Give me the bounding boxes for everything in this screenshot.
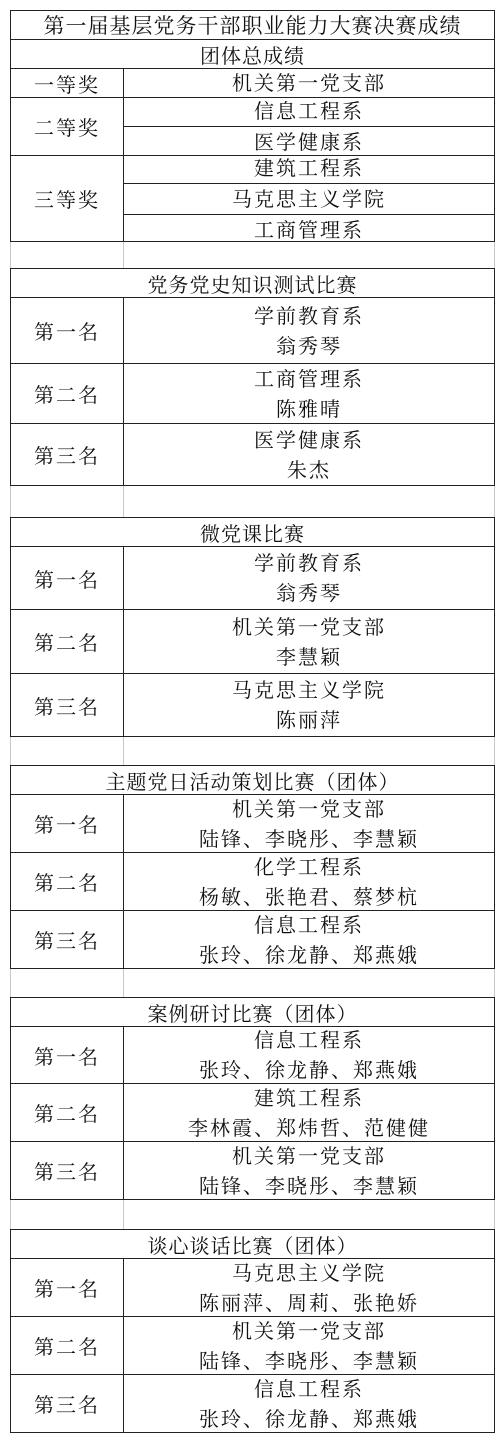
quiz-row	[10, 298, 495, 364]
talk-row	[10, 1375, 495, 1433]
rank-label: 第三名	[11, 1142, 124, 1199]
person-names: 杨敏、张艳君、蔡梦杭	[199, 884, 419, 909]
unit-name: 医学健康系	[254, 427, 364, 452]
quiz-row	[10, 364, 495, 424]
winner-cell	[124, 795, 494, 852]
section-gap	[10, 486, 495, 517]
case-header: 案例研讨比赛（团体）	[10, 997, 495, 1027]
unit-name: 机关第一党支部	[232, 1143, 386, 1168]
winner-cell	[124, 424, 494, 485]
rank-label: 第一名	[11, 795, 124, 852]
person-names: 翁秀琴	[276, 333, 342, 358]
section-gap	[10, 1200, 495, 1229]
micro-row	[10, 610, 495, 674]
rank-label: 第三名	[11, 674, 124, 736]
unit-name: 工商管理系	[254, 366, 364, 391]
winner-cell	[124, 853, 494, 910]
unit-name: 马克思主义学院	[124, 184, 494, 215]
winner-cell	[124, 610, 494, 673]
winner-cell	[124, 911, 494, 968]
winner-cell	[124, 1084, 494, 1141]
section-gap	[10, 969, 495, 997]
team-third-row	[10, 156, 495, 242]
micro-row	[10, 547, 495, 610]
winner-cell	[124, 674, 494, 736]
page-title: 第一届基层党务干部职业能力大赛决赛成绩	[10, 10, 495, 40]
winner-cell	[124, 1375, 494, 1432]
person-names: 陈丽萍、周莉、张艳娇	[199, 1290, 419, 1315]
micro-header: 微党课比赛	[10, 517, 495, 547]
rank-label: 第二名	[11, 1317, 124, 1374]
rank-label: 第二名	[11, 853, 124, 910]
rank-label: 第一名	[11, 298, 124, 363]
person-names: 张玲、徐龙静、郑燕娥	[199, 942, 419, 967]
unit-name: 学前教育系	[254, 303, 364, 328]
team-total-header: 团体总成绩	[10, 39, 495, 69]
award-units	[124, 69, 494, 97]
award-units	[124, 98, 494, 155]
theme-row	[10, 911, 495, 969]
unit-name: 马克思主义学院	[232, 678, 386, 702]
unit-name: 马克思主义学院	[232, 1260, 386, 1285]
unit-name: 工商管理系	[254, 217, 364, 242]
quiz-header: 党务党史知识测试比赛	[10, 268, 495, 298]
unit-name: 信息工程系	[254, 1028, 364, 1052]
person-names: 张玲、徐龙静、郑燕娥	[199, 1406, 419, 1431]
award-units	[124, 156, 494, 241]
unit-name: 信息工程系	[254, 1376, 364, 1401]
team-first-row	[10, 69, 495, 98]
case-row	[10, 1027, 495, 1084]
rank-label: 第三名	[11, 424, 124, 485]
section-gap	[10, 737, 495, 765]
talk-row	[10, 1317, 495, 1375]
quiz-row	[10, 424, 495, 486]
person-names: 陆锋、李晓彤、李慧颖	[199, 826, 419, 851]
winner-cell	[124, 547, 494, 609]
case-row	[10, 1142, 495, 1200]
rank-label: 第三名	[11, 1375, 124, 1432]
person-names: 张玲、徐龙静、郑燕娥	[199, 1058, 419, 1082]
theme-row	[10, 795, 495, 853]
person-names: 陈丽萍	[276, 708, 342, 732]
unit-name: 学前教育系	[254, 551, 364, 575]
person-names: 李林霞、郑炜哲、范健健	[188, 1115, 430, 1140]
unit-name: 化学工程系	[254, 854, 364, 879]
theme-header: 主题党日活动策划比赛（团体）	[10, 765, 495, 795]
talk-header: 谈心谈话比赛（团体）	[10, 1229, 495, 1259]
winner-cell	[124, 1259, 494, 1316]
winner-cell	[124, 364, 494, 423]
unit-name: 建筑工程系	[124, 153, 494, 184]
rank-label: 第二名	[11, 364, 124, 423]
unit-name: 机关第一党支部	[232, 796, 386, 821]
rank-label: 第二名	[11, 610, 124, 673]
winner-cell	[124, 1317, 494, 1374]
winner-cell	[124, 298, 494, 363]
person-names: 李慧颖	[276, 644, 342, 669]
team-second-row	[10, 98, 495, 156]
unit-name: 机关第一党支部	[232, 1318, 386, 1343]
theme-row	[10, 853, 495, 911]
unit-name: 建筑工程系	[254, 1085, 364, 1110]
unit-name: 机关第一党支部	[232, 614, 386, 639]
talk-row	[10, 1259, 495, 1317]
unit-name: 信息工程系	[124, 96, 494, 127]
winner-cell	[124, 1027, 494, 1083]
person-names: 陆锋、李晓彤、李慧颖	[199, 1173, 419, 1198]
rank-label: 第一名	[11, 1259, 124, 1316]
award-label: 一等奖	[11, 69, 124, 97]
person-names: 陆锋、李晓彤、李慧颖	[199, 1348, 419, 1373]
unit-name: 机关第一党支部	[232, 71, 386, 95]
rank-label: 第三名	[11, 911, 124, 968]
person-names: 陈雅晴	[276, 396, 342, 421]
rank-label: 第一名	[11, 1027, 124, 1083]
award-label: 三等奖	[11, 156, 124, 241]
micro-row	[10, 674, 495, 737]
rank-label: 第二名	[11, 1084, 124, 1141]
winner-cell	[124, 1142, 494, 1199]
unit-name: 信息工程系	[254, 912, 364, 937]
case-row	[10, 1084, 495, 1142]
person-names: 朱杰	[287, 457, 331, 482]
section-gap	[10, 242, 495, 268]
award-label: 二等奖	[11, 98, 124, 155]
rank-label: 第一名	[11, 547, 124, 609]
unit-name: 医学健康系	[254, 130, 364, 154]
person-names: 翁秀琴	[276, 581, 342, 605]
